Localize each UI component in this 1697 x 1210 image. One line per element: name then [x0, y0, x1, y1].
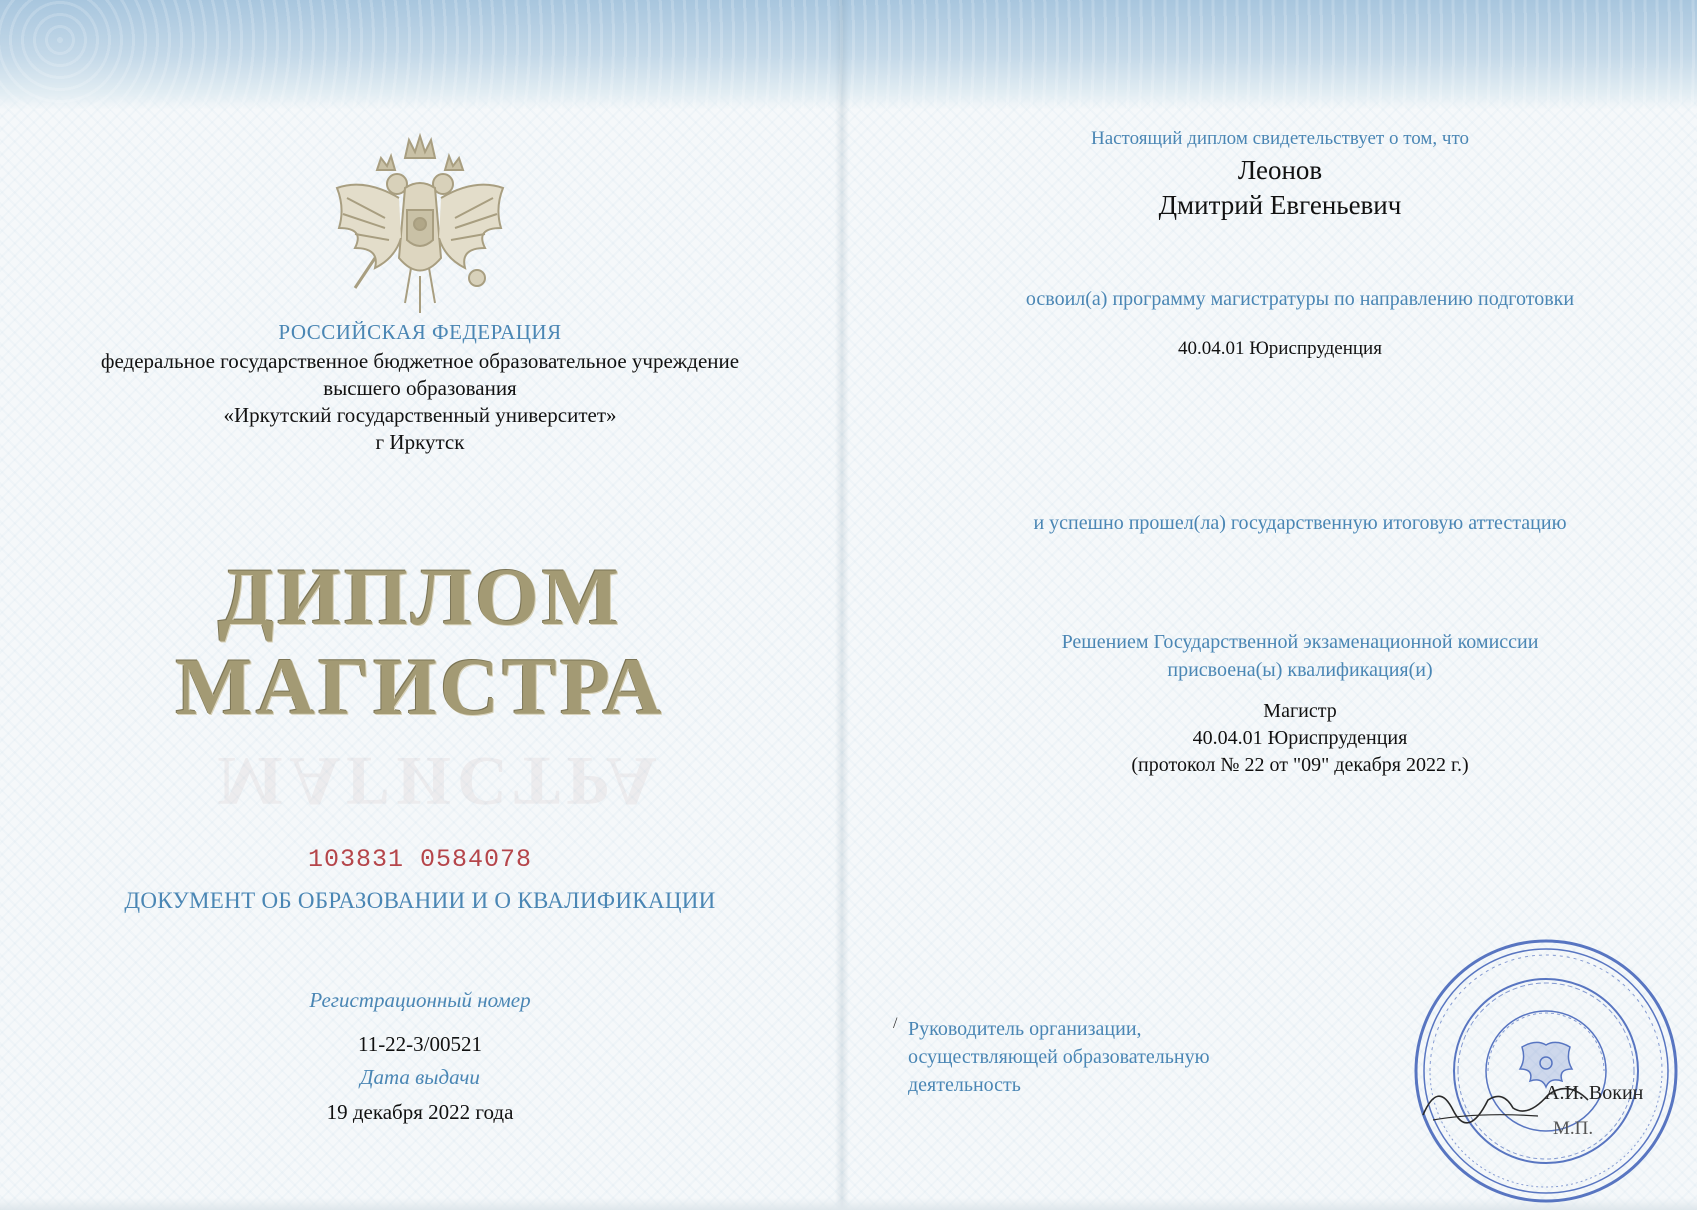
mastered-program-statement: освоил(а) программу магистратуры по направлению подготовки — [1025, 288, 1575, 310]
graduate-given-name: Дмитрий Евгеньевич — [1158, 190, 1402, 220]
qualification-block — [900, 698, 1697, 779]
issue-date-label: Дата выдачи — [360, 1065, 480, 1089]
program-name: 40.04.01 Юриспруденция — [1178, 338, 1382, 359]
coat-of-arms-emblem — [325, 118, 515, 323]
diploma-title-line: ДИПЛОМ — [217, 551, 623, 642]
head-label-line: деятельность — [908, 1074, 1021, 1096]
registration-number: 11-22-3/00521 — [357, 1032, 483, 1056]
qualification-title: Магистр — [1263, 700, 1337, 722]
show-through-ghost: МАГИСТРА — [217, 742, 663, 819]
attestation-statement: и успешно прошел(ла) государственную итоговую аттестацию — [1033, 512, 1567, 534]
diploma-title-line: МАГИСТРА — [175, 641, 665, 732]
head-of-organization-label — [908, 1015, 1288, 1099]
registration-number-label: Регистрационный номер — [309, 988, 531, 1012]
page-fold — [835, 0, 849, 1210]
decision-line: Решением Государственной экзаменационной комиссии — [1061, 631, 1539, 653]
diploma-serial-number: 103831 0584078 — [307, 845, 533, 874]
institution-block — [40, 348, 800, 456]
institution-line: федеральное государственное бюджетное образовательное учреждение — [100, 349, 740, 373]
institution-line: высшего образования — [323, 376, 517, 400]
qualification-program: 40.04.01 Юриспруденция — [1192, 727, 1408, 749]
certifies-statement: Настоящий диплом свидетельствует о том, что — [1090, 128, 1470, 149]
commission-decision — [900, 628, 1697, 684]
document-type: ДОКУМЕНТ ОБ ОБРАЗОВАНИИ И О КВАЛИФИКАЦИИ — [124, 888, 716, 913]
head-label-line: осуществляющей образовательную — [908, 1046, 1210, 1068]
stamp-place-marker: М.П. — [1553, 1118, 1594, 1139]
signer-name: А.И. Вокин — [1545, 1082, 1644, 1104]
institution-line: «Иркутский государственный университет» — [223, 403, 617, 427]
diploma-title — [150, 552, 690, 732]
qualification-protocol: (протокол № 22 от "09" декабря 2022 г.) — [1131, 754, 1469, 776]
issue-date: 19 декабря 2022 года — [326, 1100, 514, 1124]
country-name: РОССИЙСКАЯ ФЕДЕРАЦИЯ — [278, 320, 562, 344]
head-label-line: Руководитель организации, — [908, 1018, 1142, 1040]
graduate-surname: Леонов — [1237, 155, 1323, 185]
slash-mark: / — [893, 1015, 898, 1032]
decision-line: присвоена(ы) квалификация(и) — [1167, 659, 1433, 681]
institution-city: г Иркутск — [375, 430, 465, 454]
